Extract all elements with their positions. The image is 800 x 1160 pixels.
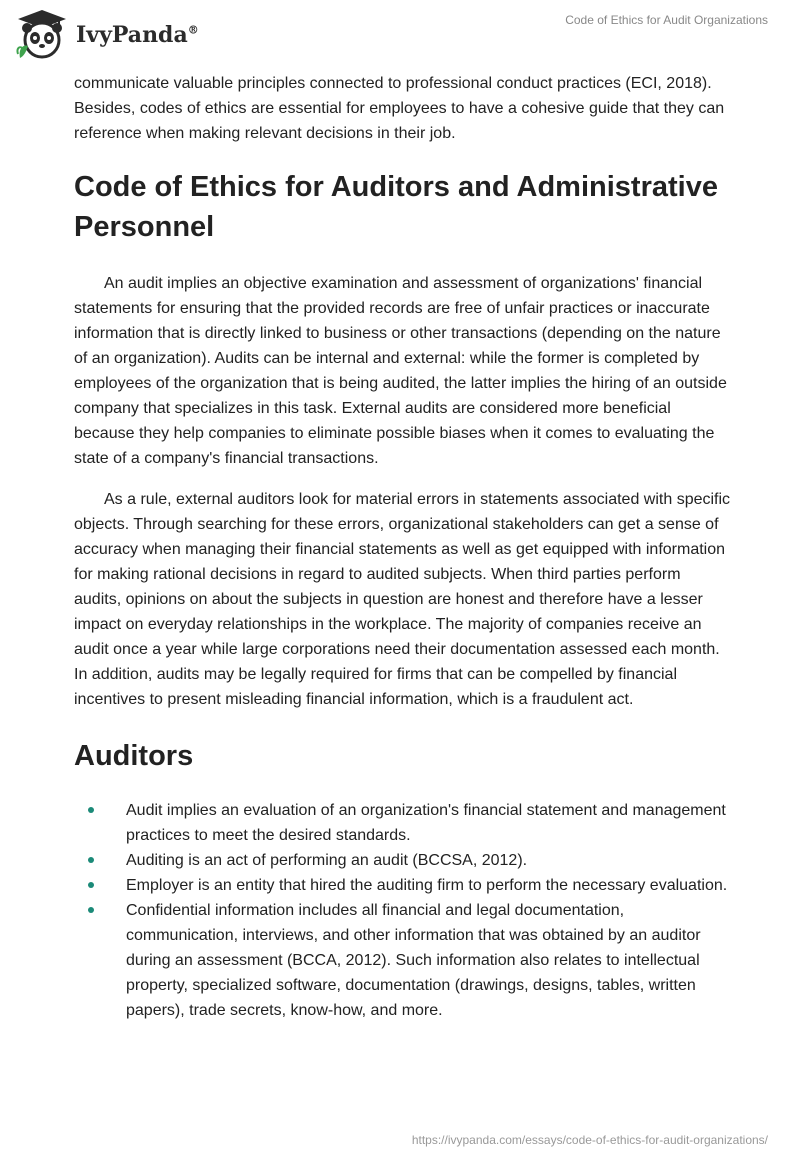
section-heading-auditors: Auditors (74, 740, 194, 772)
list-item-text: Employer is an entity that hired the auditing firm to perform the necessary evaluation. (126, 877, 728, 894)
paragraph-external-auditors: As a rule, external auditors look for material errors in statements associated with specific objects. Through searching for these errors, organizational stakeholders can get a sense of accuracy when managing their financial statements as well as get equipped with information for making rational decisions in regard to audited subjects. When third parties perform audits, opinions on about the subjects in question are honest and therefore have a lesser impact on everyday relationships in the workplace. The majority of companies receive an audit once a year while large corporations need their documentation assessed each month. In addition, audits may be legally required for firms that can be compelled by financial incentives to present misleading financial information, which is a fraudulent act. (74, 491, 731, 708)
paragraph-audit-definition: An audit implies an objective examination and assessment of organizations' financial statements for ensuring that the provided records are free of unfair practices or inaccurate information that is directly linked to business or other transactions (depending on the nature of an organization). Audits can be internal and external: while the former is completed by employees of the organization that is being audited, the latter implies the hiring of an outside company that specializes in this task. External audits are considered more beneficial because they help companies to eliminate possible biases when it comes to evaluating the state of a company's financial transactions. (74, 275, 727, 467)
list-item (74, 898, 732, 1023)
document-title: Code of Ethics for Audit Organizations (565, 13, 768, 27)
list-item-text: Auditing is an act of performing an audit (BCCSA, 2012). (126, 852, 528, 869)
section-heading-code-of-ethics: Code of Ethics for Auditors and Administrative Personnel (74, 171, 718, 243)
list-item (74, 798, 732, 848)
list-item (74, 873, 732, 898)
bullet-icon (88, 907, 94, 913)
bullet-icon (88, 882, 94, 888)
list-item-text: Audit implies an evaluation of an organization's financial statement and management practices to meet the desired standards. (126, 802, 726, 844)
list-item (74, 848, 732, 873)
bullet-icon (88, 807, 94, 813)
brand-name: IvyPanda® (76, 22, 199, 48)
ivypanda-logo[interactable] (14, 8, 214, 60)
source-url-link[interactable]: https://ivypanda.com/essays/code-of-ethics-for-audit-organizations/ (411, 1133, 768, 1147)
list-item-text: Confidential information includes all financial and legal documentation, communication, interviews, and other information that was obtained by an auditor during an assessment (BCCA, 2012). Such information also relates to intellectual property, specialized software, documentation (drawings, designs, tables, written papers), trade secrets, know-how, and more. (126, 902, 701, 1019)
essay-content (74, 71, 732, 1023)
definitions-list (74, 798, 732, 1023)
bullet-icon (88, 857, 94, 863)
panda-mascot-icon (14, 8, 70, 60)
intro-paragraph: communicate valuable principles connected to professional conduct practices (ECI, 2018). Besides, codes of ethics are essential for employees to have a cohesive guide that they can reference when making relevant decisions in their job. (74, 75, 725, 142)
page-header (0, 0, 800, 70)
